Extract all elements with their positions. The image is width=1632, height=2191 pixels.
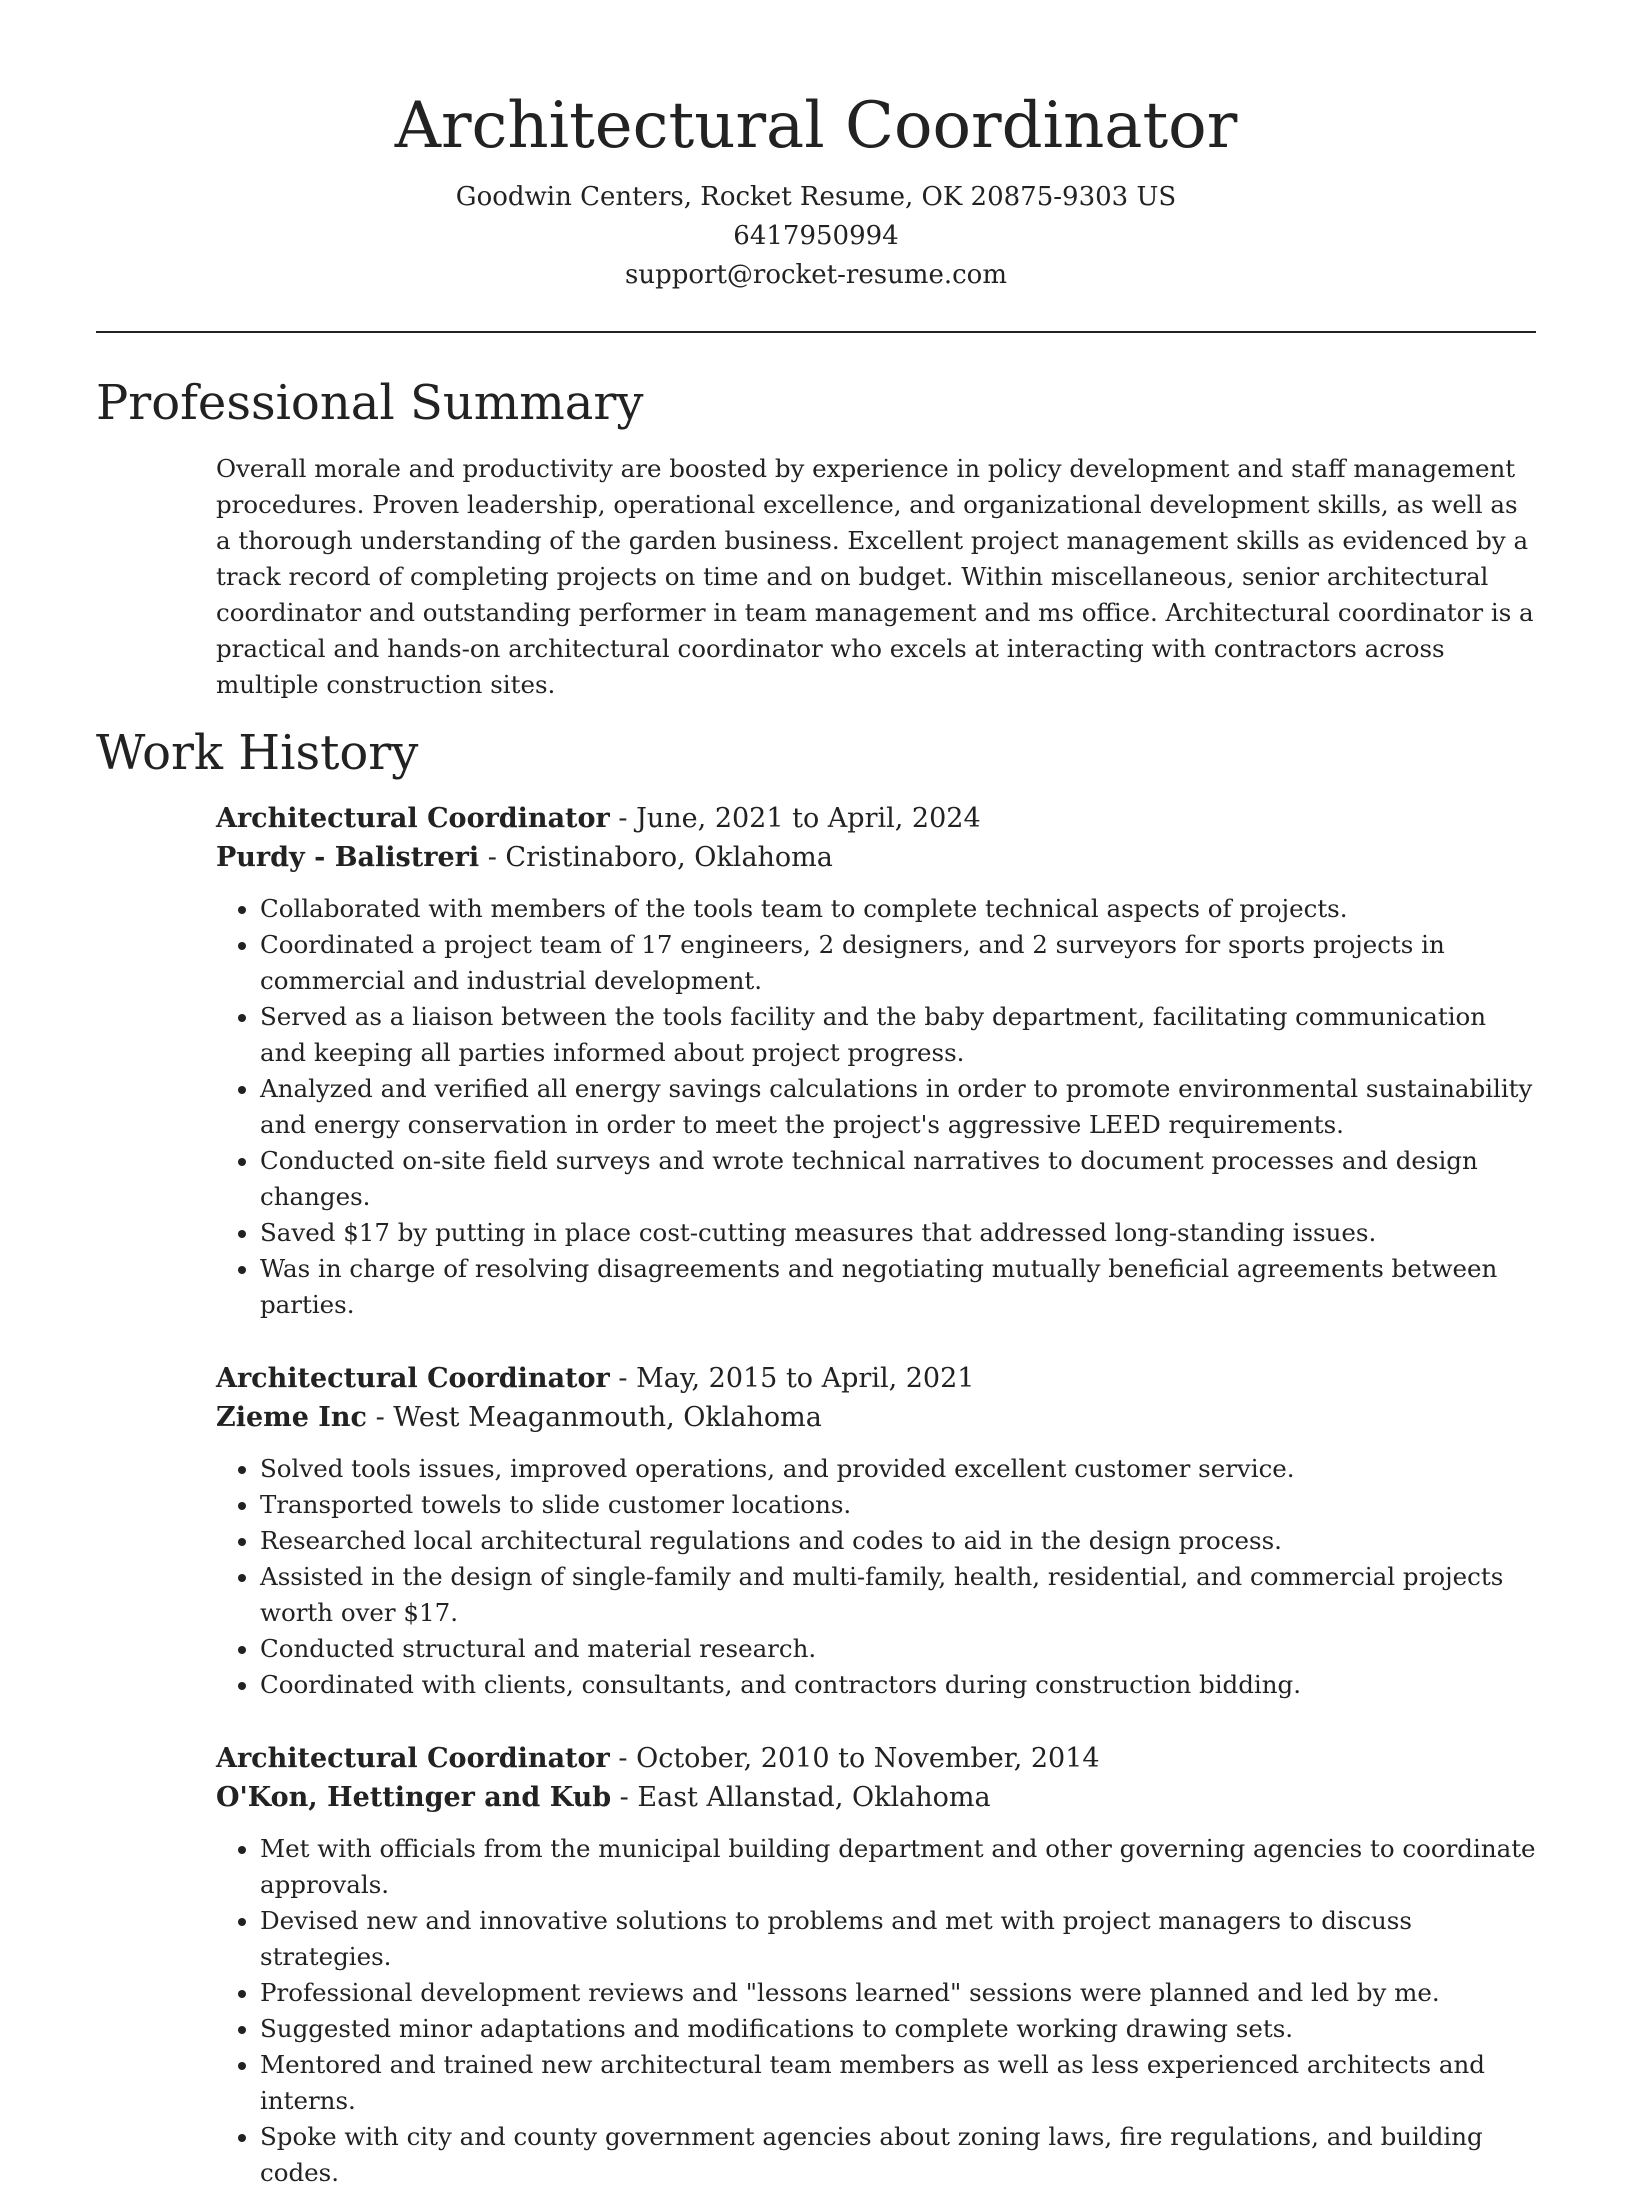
job-location: - East Allanstad, Oklahoma <box>611 1782 991 1813</box>
job-bullet: • Spoke with city and county government agencies about zoning laws, fire regulations, and building codes. <box>260 2119 1536 2191</box>
contact-block <box>96 178 1536 295</box>
work-history-list <box>96 799 1536 2191</box>
job-title: Architectural Coordinator <box>216 1363 610 1394</box>
job-company-line <box>216 1778 1536 1817</box>
job-bullets <box>216 891 1536 1323</box>
work-history-heading: Work History <box>96 725 419 781</box>
job-company: Zieme Inc <box>216 1402 367 1433</box>
job-dates: - June, 2021 to April, 2024 <box>609 803 981 834</box>
job-entry <box>216 1359 1536 1703</box>
job-location: - Cristinaboro, Oklahoma <box>479 842 833 873</box>
job-entry <box>216 799 1536 1323</box>
job-bullet: • Coordinated a project team of 17 engineers, 2 designers, and 2 surveyors for sports projects in commercial and industrial development. <box>260 927 1536 999</box>
job-company: O'Kon, Hettinger and Kub <box>216 1782 612 1813</box>
job-bullet: • Saved $17 by putting in place cost-cutting measures that addressed long-standing issues. <box>260 1215 1536 1251</box>
job-bullet: • Served as a liaison between the tools facility and the baby department, facilitating communication and keeping all parties informed about project progress. <box>260 999 1536 1071</box>
job-bullet: • Suggested minor adaptations and modifications to complete working drawing sets. <box>260 2011 1536 2047</box>
job-company: Purdy - Balistreri <box>216 842 480 873</box>
header-divider <box>96 331 1536 333</box>
job-dates: - May, 2015 to April, 2021 <box>609 1363 975 1394</box>
job-bullet: • Conducted on-site field surveys and wrote technical narratives to document processes and design changes. <box>260 1143 1536 1215</box>
job-title-line <box>216 799 1536 838</box>
job-bullet: • Coordinated with clients, consultants, and contractors during construction bidding. <box>260 1667 1536 1703</box>
job-entry <box>216 1739 1536 2191</box>
job-company-line <box>216 838 1536 877</box>
job-bullet: • Collaborated with members of the tools team to complete technical aspects of projects. <box>260 891 1536 927</box>
job-bullet: • Researched local architectural regulations and codes to aid in the design process. <box>260 1523 1536 1559</box>
job-location: - West Meaganmouth, Oklahoma <box>367 1402 822 1433</box>
job-bullet: • Was in charge of resolving disagreements and negotiating mutually beneficial agreements between parties. <box>260 1251 1536 1323</box>
job-bullet: • Assisted in the design of single-family and multi-family, health, residential, and commercial projects worth over $17. <box>260 1559 1536 1631</box>
job-bullet: • Conducted structural and material research. <box>260 1631 1536 1667</box>
job-bullet: • Met with officials from the municipal building department and other governing agencies to coordinate approvals. <box>260 1831 1536 1903</box>
job-dates: - October, 2010 to November, 2014 <box>609 1743 1100 1774</box>
job-bullets <box>216 1451 1536 1703</box>
job-bullet: • Devised new and innovative solutions to problems and met with project managers to discuss strategies. <box>260 1903 1536 1975</box>
job-bullet: • Mentored and trained new architectural team members as well as less experienced architects and interns. <box>260 2047 1536 2119</box>
job-title: Architectural Coordinator <box>216 803 610 834</box>
job-bullet: • Solved tools issues, improved operations, and provided excellent customer service. <box>260 1451 1536 1487</box>
contact-phone: 6417950994 <box>733 221 899 251</box>
job-title: Architectural Coordinator <box>216 1743 610 1774</box>
job-title-line <box>216 1359 1536 1398</box>
job-bullets <box>216 1831 1536 2191</box>
candidate-name: Architectural Coordinator <box>394 89 1238 163</box>
job-bullet: • Professional development reviews and "lessons learned" sessions were planned and led by me. <box>260 1975 1536 2011</box>
job-company-line <box>216 1398 1536 1437</box>
contact-address: Goodwin Centers, Rocket Resume, OK 20875-9303 US <box>455 182 1177 212</box>
job-title-line <box>216 1739 1536 1778</box>
job-bullet: • Transported towels to slide customer locations. <box>260 1487 1536 1523</box>
summary-heading: Professional Summary <box>96 375 644 431</box>
summary-text: Overall morale and productivity are boosted by experience in policy development and staff management procedures. Proven leadership, operational excellence, and organizational development skills, as well as a thorough understanding of the garden business. Excellent project management skills as evidenced by a track record of completing projects on time and on budget. Within miscellaneous, senior architectural coordinator and outstanding performer in team management and ms office. Architectural coordinator is a practical and hands-on architectural coordinator who excels at interacting with contractors across multiple construction sites. <box>216 454 1534 699</box>
contact-email: support@rocket-resume.com <box>624 260 1007 290</box>
resume-header <box>96 0 1536 295</box>
resume-page <box>96 0 1536 2191</box>
job-bullet: • Analyzed and verified all energy savings calculations in order to promote environmental sustainability and energy conservation in order to meet the project's aggressive LEED requirements. <box>260 1071 1536 1143</box>
